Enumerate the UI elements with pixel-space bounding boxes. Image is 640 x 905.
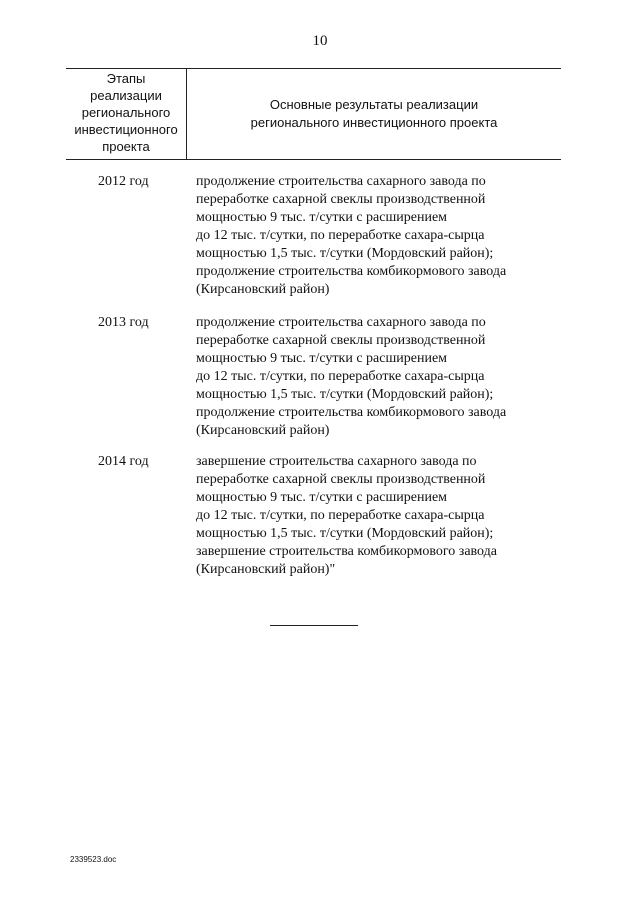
row-year: 2014 год: [98, 454, 149, 469]
result-line: (Кирсановский район): [196, 282, 330, 297]
result-line: завершение строительства сахарного завода по: [196, 454, 477, 469]
result-line: до 12 тыс. т/сутки, по переработке сахара-сырца: [196, 369, 485, 384]
result-line: (Кирсановский район): [196, 423, 330, 438]
results-header-line: Основные результаты реализации: [269, 97, 479, 112]
result-line: мощностью 1,5 тыс. т/сутки (Мордовский район);: [196, 246, 494, 261]
result-line: переработке сахарной свеклы производственной: [196, 192, 486, 207]
stage-header-line: реализации: [90, 88, 162, 103]
result-line: мощностью 9 тыс. т/сутки с расширением: [196, 490, 448, 505]
result-line: мощностью 9 тыс. т/сутки с расширением: [196, 210, 448, 225]
results-header-line: регионального инвестиционного проекта: [250, 115, 498, 130]
row-result: [196, 173, 556, 299]
footer-filename: 2339523.doc: [70, 855, 117, 864]
table-header: [66, 68, 561, 160]
row-year: 2012 год: [98, 174, 149, 189]
page-number: 10: [312, 33, 328, 49]
result-line: продолжение строительства сахарного завода по: [196, 174, 486, 189]
results-column-header: [187, 96, 561, 132]
result-line: переработке сахарной свеклы производственной: [196, 333, 486, 348]
result-line: завершение строительства комбикормового завода: [196, 544, 497, 559]
stage-column-header: [66, 70, 186, 155]
result-line: мощностью 1,5 тыс. т/сутки (Мордовский район);: [196, 526, 494, 541]
result-line: мощностью 1,5 тыс. т/сутки (Мордовский район);: [196, 387, 494, 402]
result-line: продолжение строительства комбикормового завода: [196, 264, 507, 279]
result-line: переработке сахарной свеклы производственной: [196, 472, 486, 487]
result-line: до 12 тыс. т/сутки, по переработке сахара-сырца: [196, 228, 485, 243]
result-line: мощностью 9 тыс. т/сутки с расширением: [196, 351, 448, 366]
row-result: [196, 453, 556, 579]
stage-header-line: инвестиционного: [74, 122, 178, 137]
result-line: продолжение строительства комбикормового завода: [196, 405, 507, 420]
result-line: (Кирсановский район)": [196, 562, 336, 577]
stage-header-line: регионального: [81, 105, 171, 120]
row-result: [196, 314, 556, 440]
result-line: продолжение строительства сахарного завода по: [196, 315, 486, 330]
row-year: 2013 год: [98, 315, 149, 330]
result-line: до 12 тыс. т/сутки, по переработке сахара-сырца: [196, 508, 485, 523]
stage-header-line: проекта: [102, 139, 150, 154]
stage-header-line: Этапы: [106, 71, 146, 86]
end-of-document-rule: [270, 625, 358, 626]
